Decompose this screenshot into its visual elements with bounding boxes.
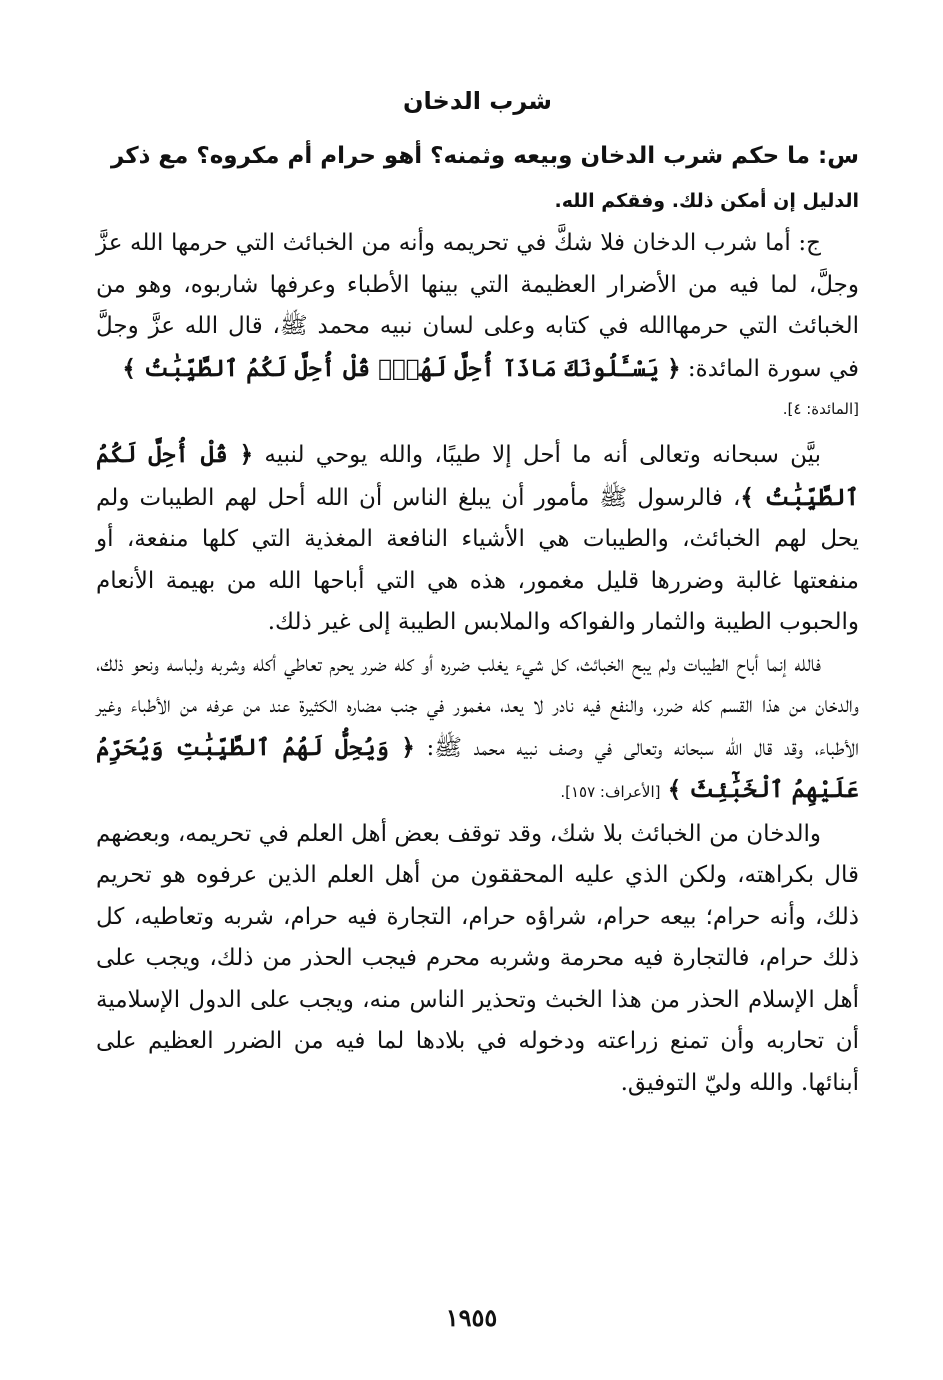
answer-paragraph-2 [96, 434, 859, 644]
answer-text-2b: ، فالرسول ﷺ مأمور أن يبلغ الناس أن الله أحل لهم الطيبات ولم يحل لهم الخبائث، والطيبات هي الأشياء النافعة المغذية التي كلها منفعة، أو منفعتها غالبة وضررها قليل مغمور، هذه هي التي أباحها الله من بهيمة الأنعام والحبوب الطيبة والثمار والفواكه والملابس الطيبة إلى غير ذلك. [96, 484, 859, 635]
answer-paragraph-1 [96, 223, 859, 390]
answer-paragraph-4 [96, 814, 859, 1105]
question-text [96, 134, 859, 223]
question-main: س: ما حكم شرب الدخان وبيعه وثمنه؟ أهو حرام أم مكروه؟ مع ذكر [110, 143, 859, 169]
answer-text-1: ج: أما شرب الدخان فلا شكَّ في تحريمه وأنه من الخبائث التي حرمها الله عزَّ وجلَّ، لما فيه من الأضرار العظيمة التي بينها الأطباء وعرفها شاربوه، وهو من الخبائث التي حرمهاالله في كتابه وعلى لسان نبيه محمد ﷺ، قال الله عزَّ وجلَّ في سورة المائدة: [96, 230, 859, 382]
verse-reference-1: [المائدة: ٤]. [782, 400, 859, 418]
quran-verse-3: ﴿ وَيُحِلُّ لَهُمُ ٱلطَّيِّبَٰتِ وَيُحَرِّمُ عَلَيْهِمُ ٱلْخَبَٰٓئِثَ ﴾ [96, 733, 859, 803]
answer-text-4: والدخان من الخبائث بلا شك، وقد توقف بعض أهل العلم في تحريمه، وبعضهم قال بكراهته، ولكن الذي عليه المحققون من أهل العلم الذين عرفوه هو تحريم ذلك، وأنه حرام؛ بيعه حرام، شراؤه حرام، التجارة فيه حرام، شربه وتعاطيه، كل ذلك حرام، فالتجارة فيه محرمة وشربه محرم فيجب الحذر من ذلك، ويجب على أهل الإسلام الحذر من هذا الخبث وتحذير الناس منه، ويجب على الدول الإسلامية أن تحاربه وأن تمنع زراعته ودخوله في بلادها لما فيه من الضرر العظيم على أبنائها. والله وليّ التوفيق. [96, 820, 859, 1096]
quran-verse-1: ﴿ يَسْـَٔلُونَكَ مَاذَآ أُحِلَّ لَهُمْۖ قُلْ أُحِلَّ لَكُمُ ٱلطَّيِّبَٰتُ ﴾ [122, 354, 681, 382]
answer-paragraph-3 [96, 644, 859, 814]
answer-text-3: فالله إنما أباح الطيبات ولم يبح الخبائث، كل شيء يغلب ضرره أو كله ضرر يحرم تعاطي أكله وشربه ولباسه ونحو ذلك، والدخان من هذا القسم كله ضرر، والنفع فيه نادر لا يعد، مغمور في جنب مضاره الكثيرة عند من عرفه من الأطباء وغير الأطباء، وقد قال الله سبحانه وتعالى في وصف نبيه محمد ﷺ: [96, 650, 860, 761]
page-number: ١٩٥٥ [445, 1303, 498, 1332]
question-tail: الدليل إن أمكن ذلك. وفقكم الله. [554, 190, 859, 212]
quran-verse-2: ﴿ قُلْ أُحِلَّ لَكُمُ ٱلطَّيِّبَٰتُ ﴾ [96, 441, 859, 511]
page-title: شرب الدخان [403, 87, 552, 115]
verse-reference-3: [الأعراف: ١٥٧]. [560, 783, 661, 801]
answer-text-2a: بيَّن سبحانه وتعالى أنه ما أحل إلا طيبًا، والله يوحي لنبيه [264, 442, 822, 468]
